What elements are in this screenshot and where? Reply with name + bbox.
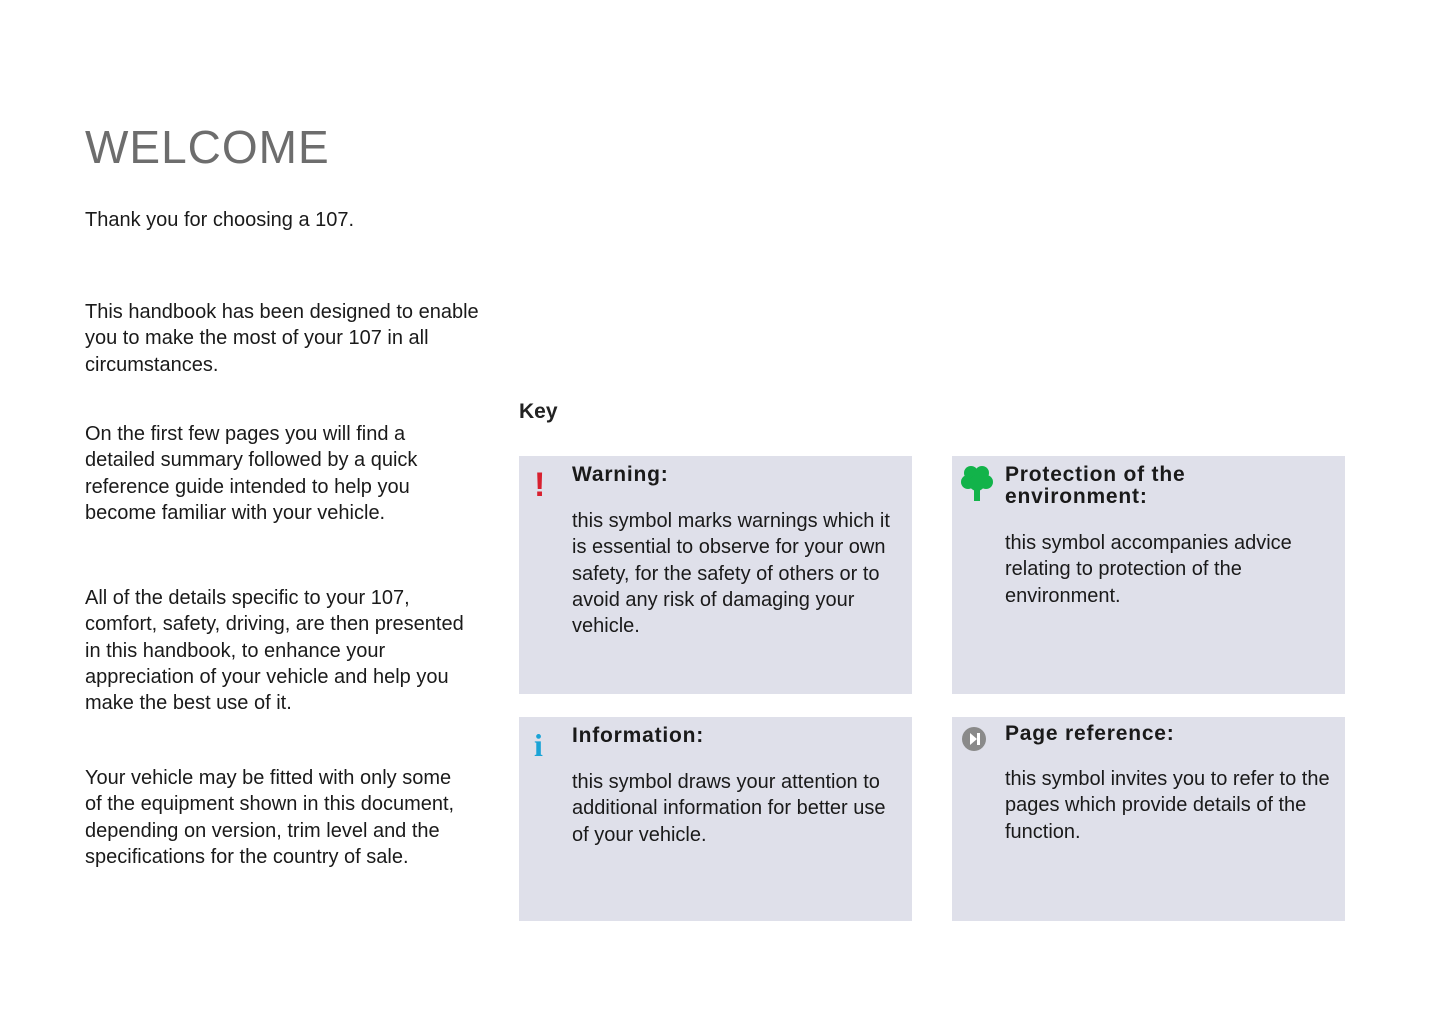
key-title: Protection of the environment: bbox=[1005, 463, 1186, 508]
key-heading: Key bbox=[519, 400, 558, 423]
key-title: Warning: bbox=[572, 463, 669, 486]
paragraph: This handbook has been designed to enable you to make the most of your 107 in all circumstances. bbox=[85, 301, 479, 376]
info-icon: i bbox=[534, 727, 543, 763]
key-text: this symbol marks warnings which it is essential to observe for your own safety, for the safety of others or to avoid any risk of damaging your vehicle. bbox=[572, 510, 890, 638]
tree-icon bbox=[961, 464, 993, 502]
paragraph: Your vehicle may be fitted with only some of the equipment shown in this document, depending on version, trim level and the specifications for the country of sale. bbox=[85, 767, 455, 868]
exclamation-icon: ! bbox=[534, 466, 546, 504]
page-reference-icon bbox=[962, 727, 986, 751]
intro-text: Thank you for choosing a 107. bbox=[85, 209, 355, 231]
key-information bbox=[519, 717, 912, 921]
page-title: WELCOME bbox=[85, 121, 330, 173]
key-text: this symbol invites you to refer to the pages which provide details of the function. bbox=[1005, 768, 1330, 843]
key-text: this symbol accompanies advice relating to protection of the environment. bbox=[1005, 532, 1292, 607]
key-title: Information: bbox=[572, 724, 705, 747]
key-environment bbox=[952, 456, 1345, 694]
paragraph: All of the details specific to your 107, comfort, safety, driving, are then presented in this handbook, to enhance your appreciation of your vehicle and help you make the best use of it. bbox=[85, 587, 464, 715]
key-warning bbox=[519, 456, 912, 694]
paragraph: On the first few pages you will find a detailed summary followed by a quick reference guide intended to help you become familiar with your vehicle. bbox=[85, 423, 418, 524]
key-page-reference bbox=[952, 717, 1345, 921]
key-title: Page reference: bbox=[1005, 722, 1175, 745]
key-text: this symbol draws your attention to additional information for better use of your vehicle. bbox=[572, 771, 886, 846]
